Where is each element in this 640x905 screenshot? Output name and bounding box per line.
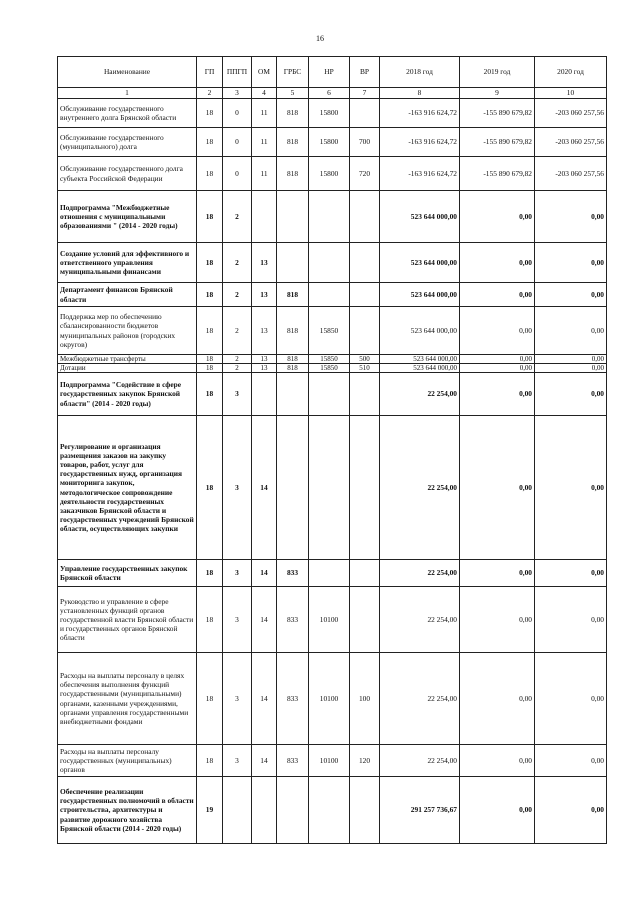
row-grbs: 818 [277, 128, 309, 157]
row-om [252, 191, 277, 243]
row-vr: 720 [350, 157, 380, 191]
row-vr: 120 [350, 745, 380, 777]
row-om: 13 [252, 243, 277, 283]
col-number: 4 [252, 88, 277, 99]
row-gp: 18 [197, 157, 223, 191]
row-name: Создание условий для эффективного и ответственного управления муниципальными финансами [58, 243, 197, 283]
row-name: Обслуживание государственного долга субъекта Российской Федерации [58, 157, 197, 191]
table-row [58, 191, 607, 243]
row-nr [309, 191, 350, 243]
row-ppgp: 2 [223, 307, 252, 355]
row-nr [309, 243, 350, 283]
page-number: 16 [316, 34, 324, 43]
row-grbs [277, 191, 309, 243]
row-vr: 100 [350, 653, 380, 745]
row-grbs: 818 [277, 99, 309, 128]
col-number: 9 [460, 88, 535, 99]
row-gp: 18 [197, 99, 223, 128]
row-2019: 0,00 [460, 243, 535, 283]
row-nr [309, 560, 350, 587]
column-number-row [58, 88, 607, 99]
row-vr [350, 307, 380, 355]
row-2020: 0,00 [535, 191, 607, 243]
row-2020: 0,00 [535, 745, 607, 777]
row-2019: 0,00 [460, 587, 535, 653]
row-ppgp: 2 [223, 243, 252, 283]
row-om: 14 [252, 587, 277, 653]
row-2020: 0,00 [535, 355, 607, 364]
row-2020: -203 060 257,56 [535, 128, 607, 157]
row-ppgp: 0 [223, 128, 252, 157]
row-2018: -163 916 624,72 [380, 157, 460, 191]
row-2018: 523 644 000,00 [380, 364, 460, 373]
row-2019: 0,00 [460, 560, 535, 587]
row-nr: 15800 [309, 128, 350, 157]
row-2018: 22 254,00 [380, 416, 460, 560]
row-ppgp: 2 [223, 283, 252, 307]
row-grbs: 818 [277, 307, 309, 355]
row-vr: 700 [350, 128, 380, 157]
col-number: 8 [380, 88, 460, 99]
col-header-2020: 2020 год [535, 57, 607, 88]
row-2020: 0,00 [535, 416, 607, 560]
row-grbs: 833 [277, 653, 309, 745]
row-grbs: 818 [277, 283, 309, 307]
row-ppgp: 2 [223, 191, 252, 243]
col-header-2019: 2019 год [460, 57, 535, 88]
row-name: Обслуживание государственного внутреннего долга Брянской области [58, 99, 197, 128]
table-row [58, 373, 607, 416]
row-vr: 500 [350, 355, 380, 364]
row-om: 13 [252, 364, 277, 373]
row-2019: 0,00 [460, 653, 535, 745]
row-om: 11 [252, 157, 277, 191]
table-row [58, 560, 607, 587]
row-vr [350, 587, 380, 653]
row-vr [350, 99, 380, 128]
table-row [58, 587, 607, 653]
table-row [58, 283, 607, 307]
row-name: Межбюджетные трансферты [58, 355, 197, 364]
row-grbs [277, 416, 309, 560]
row-nr: 15850 [309, 355, 350, 364]
col-header-ppgp: ППГП [223, 57, 252, 88]
row-name: Управление государственных закупок Брянской области [58, 560, 197, 587]
row-om: 11 [252, 99, 277, 128]
row-ppgp: 3 [223, 587, 252, 653]
table-body [58, 99, 607, 844]
row-om: 14 [252, 416, 277, 560]
row-om: 14 [252, 653, 277, 745]
row-2020: 0,00 [535, 373, 607, 416]
row-name: Обслуживание государственного (муниципального) долга [58, 128, 197, 157]
row-om: 11 [252, 128, 277, 157]
row-vr [350, 560, 380, 587]
row-2020: 0,00 [535, 560, 607, 587]
row-grbs [277, 243, 309, 283]
row-ppgp: 0 [223, 157, 252, 191]
row-ppgp [223, 777, 252, 844]
col-header-vr: ВР [350, 57, 380, 88]
table-row [58, 99, 607, 128]
row-ppgp: 3 [223, 416, 252, 560]
row-2020: 0,00 [535, 283, 607, 307]
row-ppgp: 3 [223, 560, 252, 587]
col-number: 7 [350, 88, 380, 99]
row-2020: 0,00 [535, 307, 607, 355]
row-2019: -155 890 679,82 [460, 99, 535, 128]
row-2019: 0,00 [460, 416, 535, 560]
col-header-nr: НР [309, 57, 350, 88]
row-2019: 0,00 [460, 191, 535, 243]
row-2018: 22 254,00 [380, 745, 460, 777]
row-vr [350, 373, 380, 416]
row-2018: 523 644 000,00 [380, 355, 460, 364]
row-name: Подпрограмма "Межбюджетные отношения с муниципальными образованиями " (2014 - 2020 годы) [58, 191, 197, 243]
row-2018: 523 644 000,00 [380, 191, 460, 243]
row-nr: 15850 [309, 307, 350, 355]
row-grbs: 833 [277, 745, 309, 777]
budget-table [57, 56, 607, 844]
row-2018: 523 644 000,00 [380, 283, 460, 307]
row-nr: 10100 [309, 587, 350, 653]
col-number: 5 [277, 88, 309, 99]
table-row [58, 653, 607, 745]
col-header-2018: 2018 год [380, 57, 460, 88]
row-gp: 18 [197, 653, 223, 745]
row-ppgp: 3 [223, 653, 252, 745]
row-2018: 22 254,00 [380, 653, 460, 745]
row-gp: 18 [197, 307, 223, 355]
row-om: 14 [252, 560, 277, 587]
row-name: Дотации [58, 364, 197, 373]
row-gp: 18 [197, 355, 223, 364]
row-2018: 523 644 000,00 [380, 307, 460, 355]
row-vr [350, 191, 380, 243]
row-gp: 18 [197, 243, 223, 283]
row-name: Подпрограмма "Содействие в сфере государственных закупок Брянской области" (2014 - 2020 годы) [58, 373, 197, 416]
row-ppgp: 2 [223, 364, 252, 373]
table-row [58, 128, 607, 157]
row-ppgp: 3 [223, 745, 252, 777]
table-row [58, 777, 607, 844]
row-2019: 0,00 [460, 355, 535, 364]
table-row [58, 307, 607, 355]
row-grbs [277, 373, 309, 416]
row-grbs: 818 [277, 364, 309, 373]
row-2018: 291 257 736,67 [380, 777, 460, 844]
row-om [252, 777, 277, 844]
row-2019: 0,00 [460, 373, 535, 416]
table-row [58, 243, 607, 283]
row-2020: 0,00 [535, 364, 607, 373]
row-ppgp: 0 [223, 99, 252, 128]
row-2020: -203 060 257,56 [535, 157, 607, 191]
row-ppgp: 2 [223, 355, 252, 364]
row-2019: 0,00 [460, 745, 535, 777]
row-name: Руководство и управление в сфере установленных функций органов государственной власти Брянской области и государственных органов Брянской области [58, 587, 197, 653]
row-2019: 0,00 [460, 364, 535, 373]
row-nr: 15800 [309, 157, 350, 191]
row-om: 14 [252, 745, 277, 777]
table-row [58, 355, 607, 364]
col-header-name: Наименование [58, 57, 197, 88]
row-name: Поддержка мер по обеспечению сбалансированности бюджетов муниципальных районов (городских округов) [58, 307, 197, 355]
row-nr: 10100 [309, 653, 350, 745]
row-2018: 22 254,00 [380, 560, 460, 587]
col-header-om: ОМ [252, 57, 277, 88]
row-2020: 0,00 [535, 243, 607, 283]
col-number: 1 [58, 88, 197, 99]
row-grbs: 818 [277, 355, 309, 364]
row-gp: 18 [197, 373, 223, 416]
row-2018: 523 644 000,00 [380, 243, 460, 283]
row-om: 13 [252, 307, 277, 355]
table-row [58, 416, 607, 560]
col-number: 6 [309, 88, 350, 99]
row-vr: 510 [350, 364, 380, 373]
row-om: 13 [252, 283, 277, 307]
row-2019: 0,00 [460, 777, 535, 844]
row-2018: -163 916 624,72 [380, 128, 460, 157]
row-2018: 22 254,00 [380, 373, 460, 416]
row-gp: 19 [197, 777, 223, 844]
row-2019: 0,00 [460, 283, 535, 307]
row-nr: 10100 [309, 745, 350, 777]
row-name: Расходы на выплаты персоналу государственных (муниципальных) органов [58, 745, 197, 777]
row-name: Департамент финансов Брянской области [58, 283, 197, 307]
row-gp: 18 [197, 745, 223, 777]
row-nr: 15800 [309, 99, 350, 128]
col-number: 3 [223, 88, 252, 99]
row-gp: 18 [197, 587, 223, 653]
col-number: 10 [535, 88, 607, 99]
row-gp: 18 [197, 128, 223, 157]
row-2018: -163 916 624,72 [380, 99, 460, 128]
row-ppgp: 3 [223, 373, 252, 416]
row-grbs: 818 [277, 157, 309, 191]
table-row [58, 364, 607, 373]
row-nr: 15850 [309, 364, 350, 373]
row-name: Расходы на выплаты персоналу в целях обеспечения выполнения функций государственными (муниципальными) органами, казенными учреждениями, органами управления государственными внебюджетными фондами [58, 653, 197, 745]
row-vr [350, 416, 380, 560]
row-vr [350, 243, 380, 283]
row-gp: 18 [197, 560, 223, 587]
row-vr [350, 777, 380, 844]
row-nr [309, 777, 350, 844]
row-grbs: 833 [277, 560, 309, 587]
row-nr [309, 416, 350, 560]
row-2020: 0,00 [535, 653, 607, 745]
row-2019: 0,00 [460, 307, 535, 355]
col-header-grbs: ГРБС [277, 57, 309, 88]
row-2020: 0,00 [535, 777, 607, 844]
row-om: 13 [252, 355, 277, 364]
col-header-gp: ГП [197, 57, 223, 88]
row-gp: 18 [197, 191, 223, 243]
row-vr [350, 283, 380, 307]
row-gp: 18 [197, 416, 223, 560]
row-gp: 18 [197, 283, 223, 307]
row-grbs: 833 [277, 587, 309, 653]
col-number: 2 [197, 88, 223, 99]
row-2018: 22 254,00 [380, 587, 460, 653]
table-header [58, 57, 607, 99]
row-nr [309, 283, 350, 307]
row-2020: -203 060 257,56 [535, 99, 607, 128]
table-row [58, 157, 607, 191]
row-2019: -155 890 679,82 [460, 128, 535, 157]
row-2019: -155 890 679,82 [460, 157, 535, 191]
table-row [58, 745, 607, 777]
row-om [252, 373, 277, 416]
row-gp: 18 [197, 364, 223, 373]
row-2020: 0,00 [535, 587, 607, 653]
row-grbs [277, 777, 309, 844]
row-nr [309, 373, 350, 416]
row-name: Обеспечение реализации государственных полномочий в области строительства, архитектуры и развитие дорожного хозяйства Брянской области (2014 - 2020 годы) [58, 777, 197, 844]
row-name: Регулирование и организация размещения заказов на закупку товаров, работ, услуг для государственных нужд, организация мониторинга закупок, методологическое сопровождение деятельности государственных заказчиков Брянской области и государственных учреждений Брянской области, осуществляющих закупки [58, 416, 197, 560]
